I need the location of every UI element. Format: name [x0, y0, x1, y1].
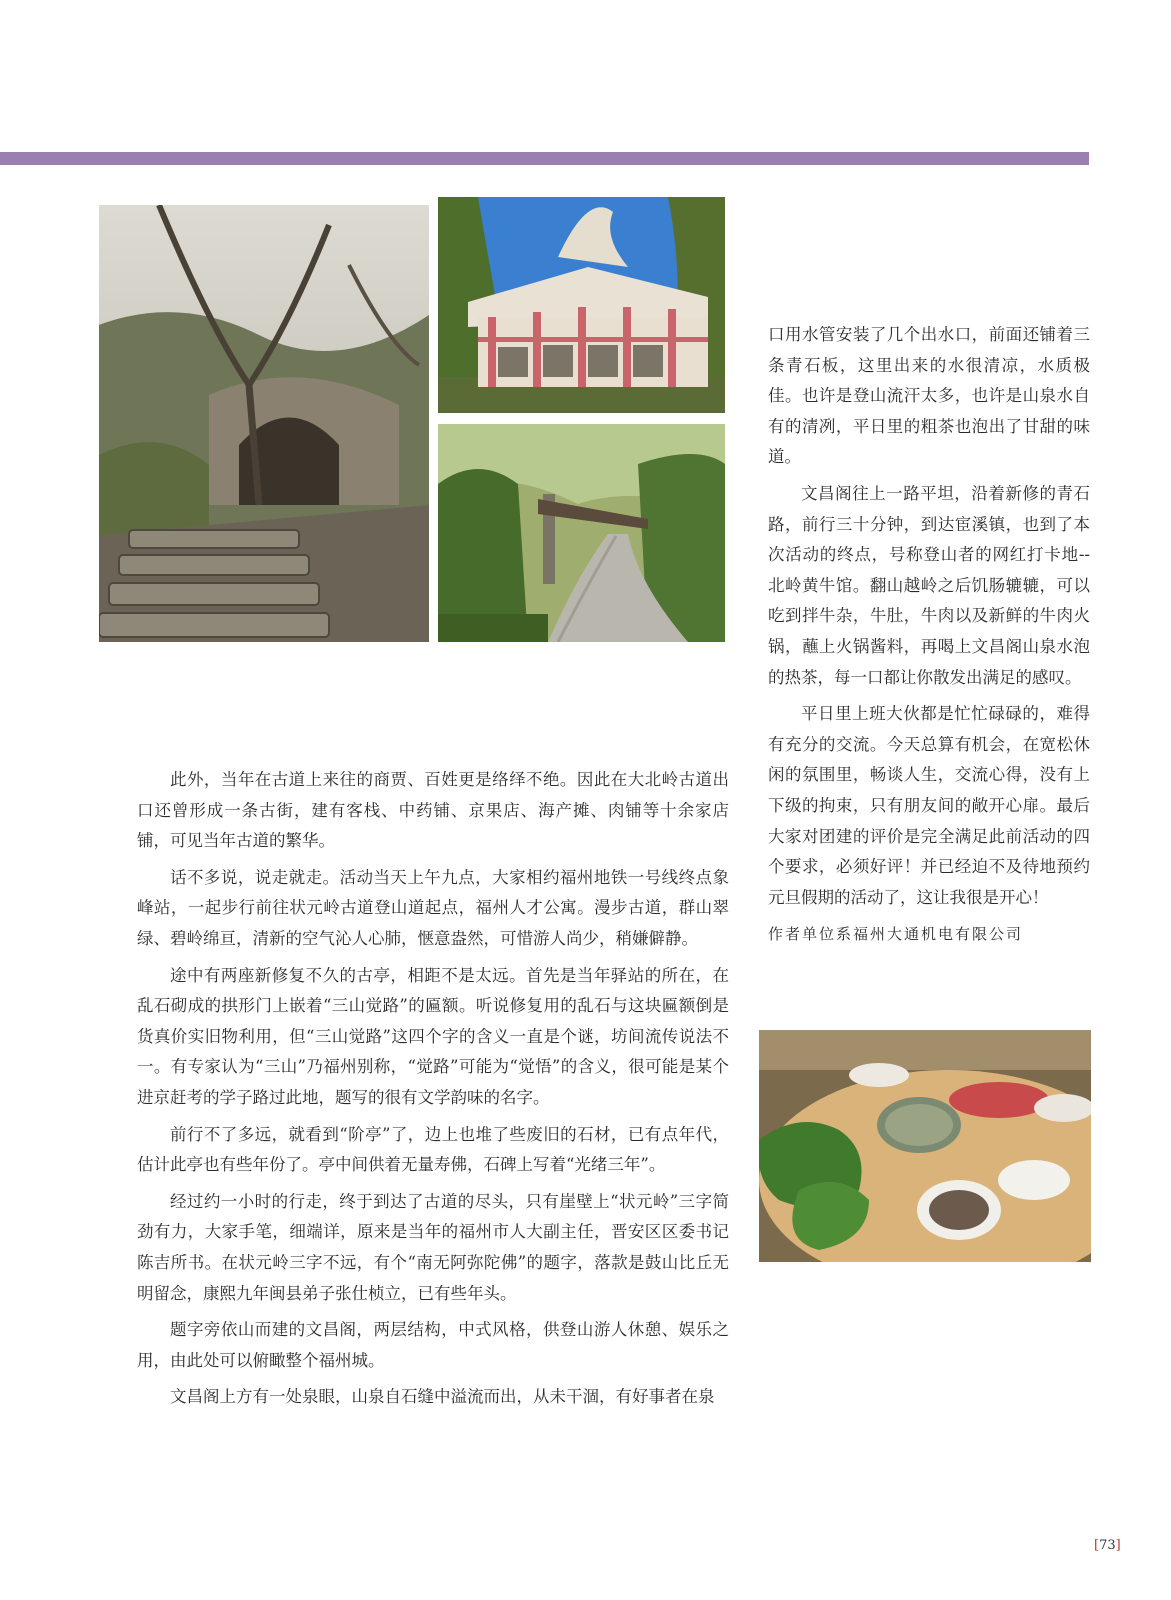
paragraph: 话不多说，说走就走。活动当天上午九点，大家相约福州地铁一号线终点象峰站，一起步行前往状元岭古道登山道起点，福州人才公寓。漫步古道，群山翠绿、碧岭绵亘，清新的空气沁人心肺，惬意盎然，可惜游人尚少，稍嫌僻静。 — [137, 867, 729, 948]
left-text-column — [137, 765, 729, 1419]
bracket-open-icon: [ — [1094, 1538, 1100, 1553]
photo-forest-path — [438, 424, 725, 642]
author-byline: 作者单位系福州大通机电有限公司 — [768, 925, 1024, 944]
paragraph: 文昌阁往上一路平坦，沿着新修的青石路，前行三十分钟，到达宦溪镇，也到了本次活动的终点，号称登山者的网红打卡地--北岭黄牛馆。翻山越岭之后饥肠辘辘，可以吃到拌牛杂，牛肚，牛肉以及新鲜的牛肉火锅，蘸上火锅酱料，再喝上文昌阁山泉水泡的热茶，每一口都让你散发出满足的感叹。 — [768, 483, 1090, 687]
photo-hotpot-dinner — [759, 1030, 1091, 1262]
paragraph: 口用水管安装了几个出水口，前面还铺着三条青石板，这里出来的水很清凉，水质极佳。也许是登山流汗太多，也许是山泉水自有的清冽，平日里的粗茶也泡出了甘甜的味道。 — [768, 325, 1090, 467]
header-color-band — [0, 152, 1089, 165]
right-text-column — [768, 320, 1090, 956]
page-number-value: 73 — [1099, 1538, 1116, 1553]
paragraph: 经过约一小时的行走，终于到达了古道的尽头，只有崖壁上“状元岭”三字简劲有力，大家手笔，细端详，原来是当年的福州市人大副主任，晋安区区委书记陈吉所书。在状元岭三字不远，有个“南无阿弥陀佛”的题字，落款是鼓山比丘无明留念，康熙九年闽县弟子张仕桢立，已有些年头。 — [137, 1191, 729, 1303]
paragraph: 此外，当年在古道上来往的商贾、百姓更是络绎不绝。因此在大北岭古道出口还曾形成一条古街，建有客栈、中药铺、京果店、海产摊、肉铺等十余家店铺，可见当年古道的繁华。 — [137, 770, 729, 851]
photo-pavilion-building — [438, 197, 725, 413]
paragraph: 前行不了多远，就看到“阶亭”了，边上也堆了些废旧的石材，已有点年代，估计此亭也有些年份了。亭中间供着无量寿佛，石碑上写着“光绪三年”。 — [137, 1124, 729, 1175]
photo-stone-arch-gate — [99, 205, 429, 642]
paragraph: 途中有两座新修复不久的古亭，相距不是太远。首先是当年驿站的所在，在乱石砌成的拱形门上嵌着“三山觉路”的匾额。听说修复用的乱石与这块匾额倒是货真价实旧物利用，但“三山觉路”这四个字的含义一直是个谜，坊间流传说法不一。有专家认为“三山”乃福州别称，“觉路”可能为“觉悟”的含义，很可能是某个进京赶考的学子路过此地，题写的很有文学韵味的名字。 — [137, 965, 729, 1107]
bracket-close-icon: ] — [1115, 1538, 1121, 1553]
paragraph: 文昌阁上方有一处泉眼，山泉自石缝中溢流而出，从未干涸，有好事者在泉 — [170, 1387, 715, 1407]
paragraph: 平日里上班大伙都是忙忙碌碌的，难得有充分的交流。今天总算有机会，在宽松休闲的氛围里，畅谈人生，交流心得，没有上下级的拘束，只有朋友间的敞开心扉。最后大家对团建的评价是完全满足此前活动的四个要求，必须好评！并已经迫不及待地预约元旦假期的活动了，这让我很是开心！ — [768, 704, 1090, 907]
paragraph: 题字旁依山而建的文昌阁，两层结构，中式风格，供登山游人休憩、娱乐之用，由此处可以俯瞰整个福州城。 — [137, 1320, 729, 1370]
page-number — [1094, 1538, 1121, 1553]
